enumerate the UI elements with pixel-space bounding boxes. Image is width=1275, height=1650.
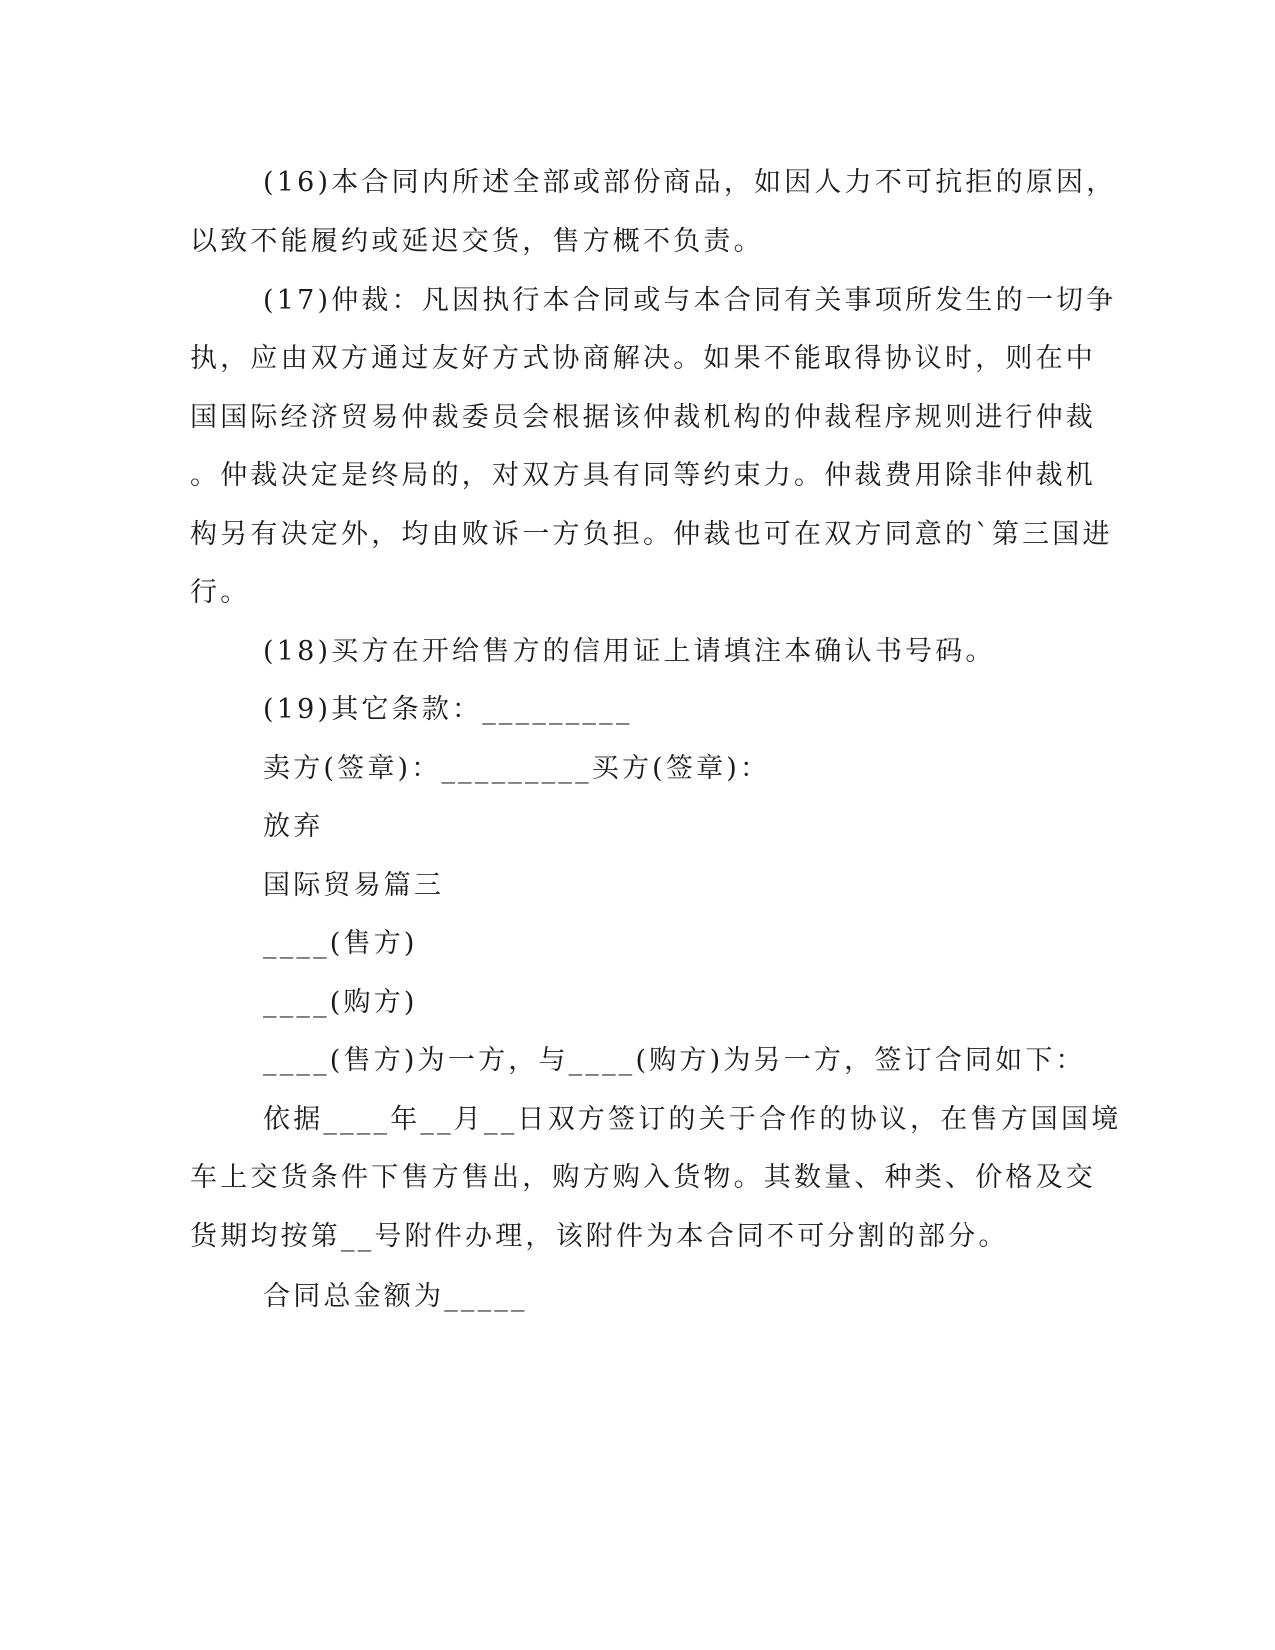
buyer-blank: ____(购方)	[263, 987, 418, 1018]
section-heading: 国际贸易篇三	[263, 870, 445, 901]
parties-statement: ____(售方)为一方，与____(购方)为另一方，签订合同如下：	[263, 1045, 1086, 1076]
clause-17-line-1: (17)仲裁：凡因执行本合同或与本合同有关事项所发生的一切争	[263, 285, 1117, 316]
basis-line-3: 货期均按第__号附件办理，该附件为本合同不可分割的部分。	[190, 1221, 1009, 1252]
abandon-text: 放弃	[263, 811, 324, 842]
total-amount: 合同总金额为_____	[263, 1281, 528, 1312]
basis-line-1: 依据____年__月__日双方签订的关于合作的协议，在售方国国境	[263, 1104, 1122, 1135]
clause-19: (19)其它条款：_________	[263, 694, 633, 725]
clause-18: (18)买方在开给售方的信用证上请填注本确认书号码。	[263, 636, 996, 667]
signature-line: 卖方(签章)：_________买方(签章)：	[263, 753, 771, 784]
clause-16-line-1: (16)本合同内所述全部或部份商品，如因人力不可抗拒的原因，	[263, 167, 1117, 198]
clause-17-line-2: 执，应由双方通过友好方式协商解决。如果不能取得协议时，则在中	[190, 343, 1096, 374]
seller-blank: ____(售方)	[263, 928, 418, 959]
clause-17-line-6: 行。	[190, 577, 251, 608]
clause-17-line-5: 构另有决定外，均由败诉一方负担。仲裁也可在双方同意的`第三国进	[190, 519, 1113, 550]
basis-line-2: 车上交货条件下售方售出，购方购入货物。其数量、种类、价格及交	[190, 1162, 1096, 1193]
clause-17-line-3: 国国际经济贸易仲裁委员会根据该仲裁机构的仲裁程序规则进行仲裁	[190, 402, 1096, 433]
clause-16-line-2: 以致不能履约或延迟交货，售方概不负责。	[190, 226, 764, 257]
clause-17-line-4: 。仲裁决定是终局的，对双方具有同等约束力。仲裁费用除非仲裁机	[190, 460, 1096, 491]
